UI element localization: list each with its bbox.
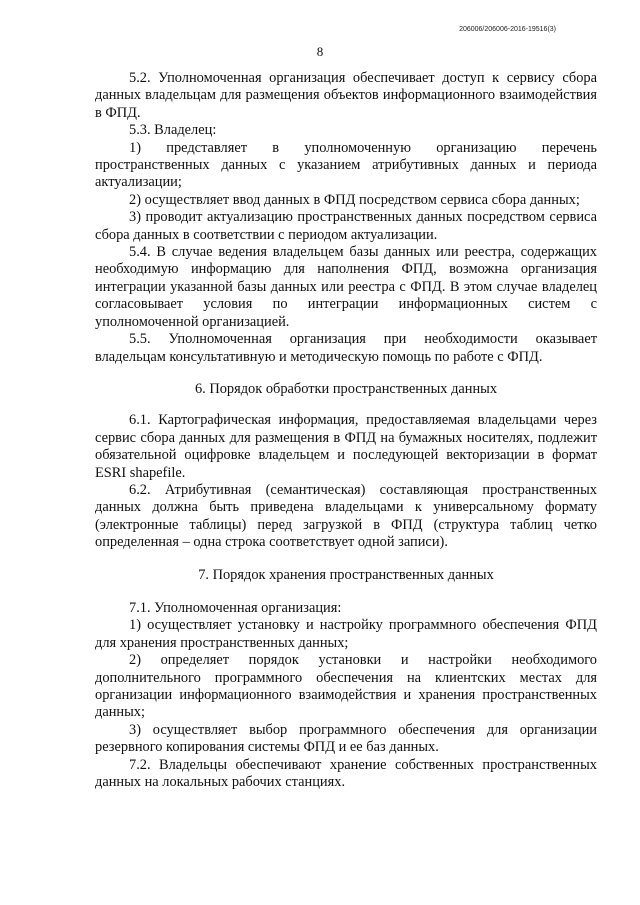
paragraph-7-1-item-3: 3) осуществляет выбор программного обеспечения для организации резервного копирования системы ФПД и ее баз данных.	[95, 721, 597, 756]
paragraph-6-2: 6.2. Атрибутивная (семантическая) составляющая пространственных данных должна быть приведена владельцами к универсальному формату (электронные таблицы) перед загрузкой в ФПД (структура таблиц четко определенная – одна строка соответствует одной записи).	[95, 481, 597, 551]
paragraph-5-3-item-1: 1) представляет в уполномоченную организацию перечень пространственных данных с указанием атрибутивных данных и периода актуализации;	[95, 139, 597, 191]
document-id: 206006/206006-2016-19516(3)	[459, 26, 556, 33]
section-7-heading: 7. Порядок хранения пространственных данных	[198, 566, 494, 583]
paragraph-5-5: 5.5. Уполномоченная организация при необходимости оказывает владельцам консультативную и методическую помощь по работе с ФПД.	[95, 331, 597, 365]
paragraph-5-3-item-2: 2) осуществляет ввод данных в ФПД посредством сервиса сбора данных;	[129, 191, 580, 208]
paragraph-7-2: 7.2. Владельцы обеспечивают хранение собственных пространственных данных на локальных рабочих станциях.	[95, 756, 597, 791]
document-body	[95, 70, 597, 791]
page-number: 8	[316, 44, 324, 59]
paragraph-7-1-item-1: 1) осуществляет установку и настройку программного обеспечения ФПД для хранения пространственных данных;	[95, 617, 597, 651]
paragraph-5-3-item-3: 3) проводит актуализацию пространственных данных посредством сервиса сбора данных в соответствии с периодом актуализации.	[95, 209, 597, 243]
paragraph-5-4: 5.4. В случае ведения владельцем базы данных или реестра, содержащих необходимую информацию для наполнения ФПД, возможна организация интеграции указанной базы данных или реестра с ФПД. В этом случае владелец согласовывает условия по интеграции информационных систем с уполномоченной организацией.	[95, 244, 597, 330]
paragraph-5-2: 5.2. Уполномоченная организация обеспечивает доступ к сервису сбора данных владельцам для размещения объектов информационного взаимодействия в ФПД.	[95, 70, 597, 121]
paragraph-6-1: 6.1. Картографическая информация, предоставляемая владельцами через сервис сбора данных для размещения в ФПД на бумажных носителях, подлежит обязательной оцифровке владельцем и последующей векторизации в формат ESRI shapefile.	[95, 412, 597, 481]
paragraph-5-3: 5.3. Владелец:	[129, 122, 217, 139]
section-6-heading: 6. Порядок обработки пространственных данных	[194, 380, 498, 397]
paragraph-7-1: 7.1. Уполномоченная организация:	[129, 599, 342, 616]
paragraph-7-1-item-2: 2) определяет порядок установки и настройки необходимого дополнительного программного обеспечения на клиентских местах для организации информационного взаимодействия и хранения пространственных данных;	[95, 652, 597, 721]
